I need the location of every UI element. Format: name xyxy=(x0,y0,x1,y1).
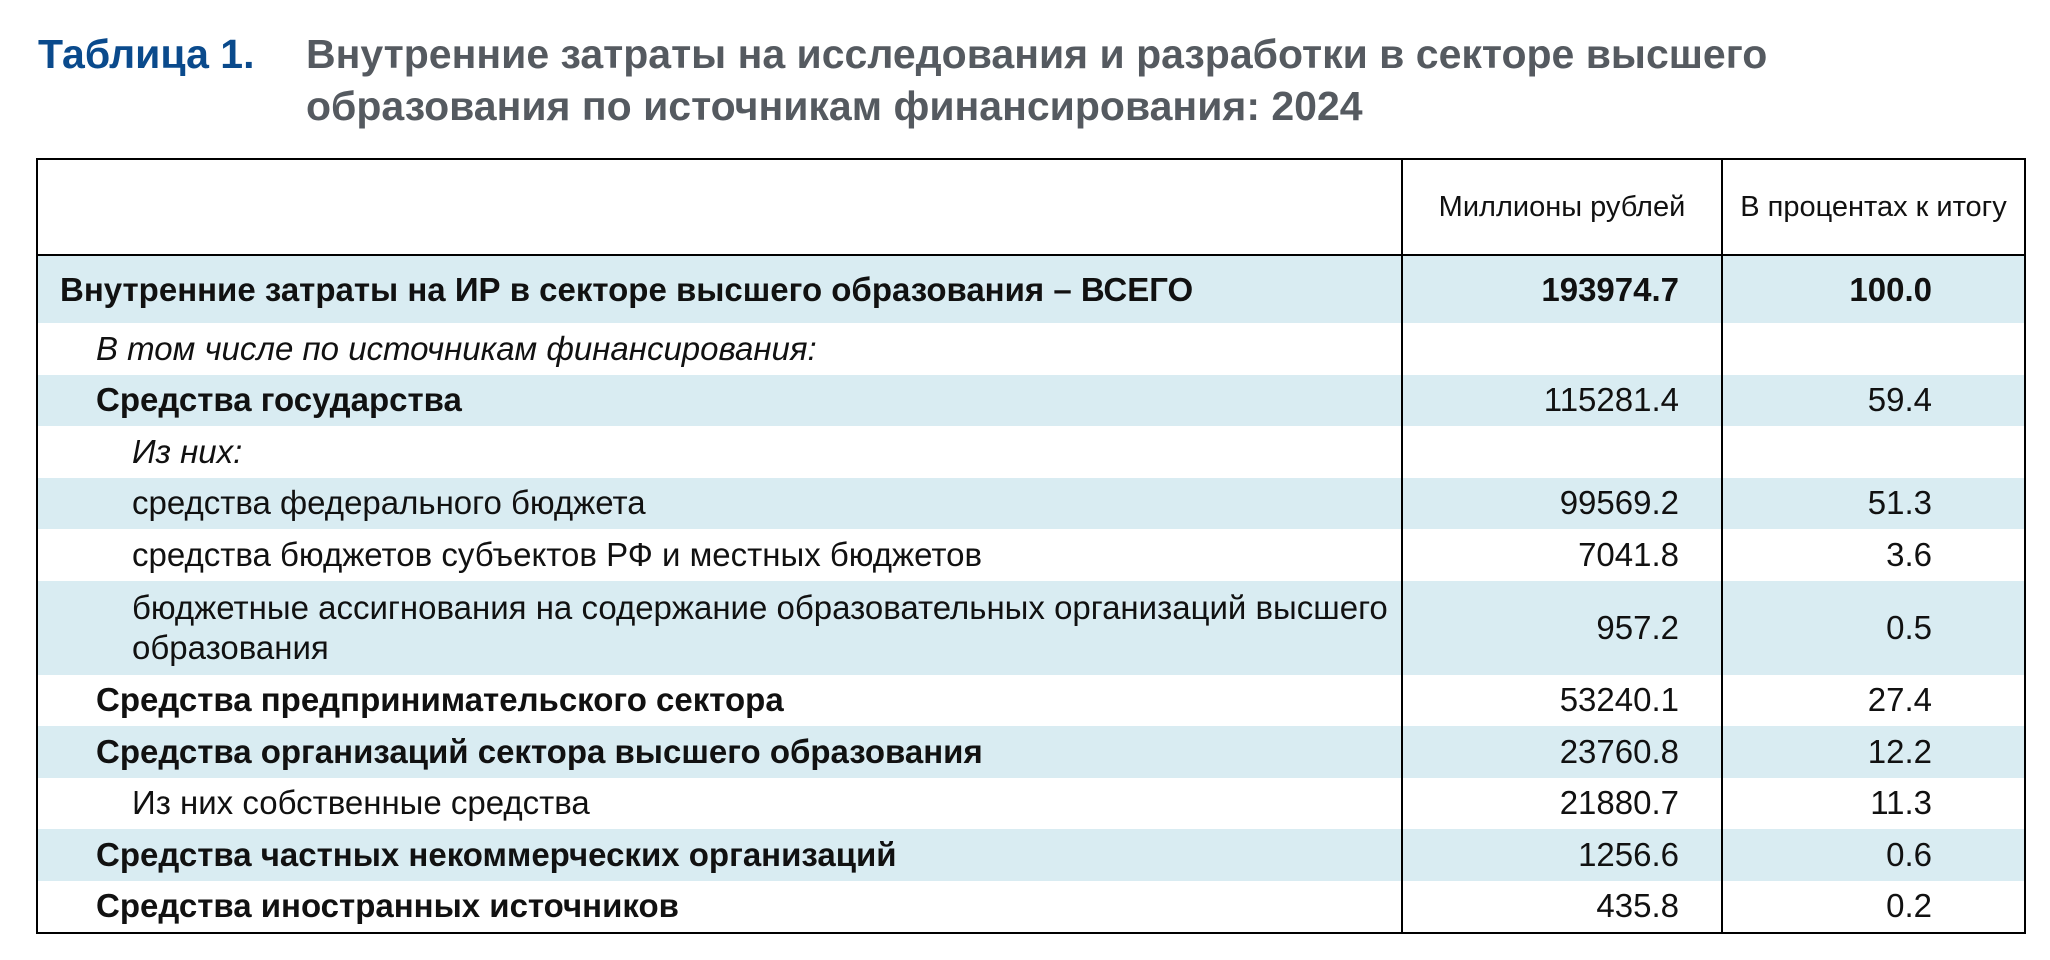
row-label: Из них собственные средства xyxy=(132,784,590,822)
table-row xyxy=(38,726,2024,778)
table-row xyxy=(38,881,2024,933)
table-row xyxy=(38,829,2024,881)
table-caption: Внутренние затраты на исследования и разработки в секторе высшего образования по источникам финансирования: 2024 xyxy=(306,31,1768,129)
row-value-mln: 193974.7 xyxy=(1402,255,1722,323)
row-value-pct: 51.3 xyxy=(1722,478,2024,530)
row-label: Средства организаций сектора высшего образования xyxy=(38,726,1402,778)
row-label: средства бюджетов субъектов РФ и местных бюджетов xyxy=(132,535,983,573)
row-value-mln: 7041.8 xyxy=(1402,529,1722,581)
table-row xyxy=(38,478,2024,530)
data-table xyxy=(36,158,2026,934)
table-row xyxy=(38,426,2024,478)
row-value-mln: 1256.6 xyxy=(1402,829,1722,881)
table-row xyxy=(38,375,2024,427)
row-label: Из них: xyxy=(132,432,243,470)
row-value-pct: 12.2 xyxy=(1722,726,2024,778)
row-value-mln: 21880.7 xyxy=(1402,778,1722,830)
row-value-mln: 53240.1 xyxy=(1402,675,1722,727)
row-label: В том числе по источникам финансирования: xyxy=(96,329,817,367)
row-label: бюджетные ассигнования на содержание образовательных организаций высшего образования xyxy=(38,581,1402,675)
row-value-mln xyxy=(1402,323,1722,375)
header-label-column xyxy=(38,160,1402,255)
row-value-mln: 435.8 xyxy=(1402,881,1722,933)
row-label: Внутренние затраты на ИР в секторе высшего образования – ВСЕГО xyxy=(38,255,1402,323)
table-number: Таблица 1. xyxy=(38,31,255,77)
row-value-mln: 23760.8 xyxy=(1402,726,1722,778)
table-title xyxy=(38,28,1906,132)
row-label: Средства иностранных источников xyxy=(96,887,679,925)
table-row-total xyxy=(38,255,2024,323)
row-label: средства федерального бюджета xyxy=(38,478,1402,530)
row-value-pct: 3.6 xyxy=(1722,529,2024,581)
table-row xyxy=(38,675,2024,727)
row-value-mln: 957.2 xyxy=(1402,581,1722,675)
row-value-mln xyxy=(1402,426,1722,478)
row-value-pct: 0.6 xyxy=(1722,829,2024,881)
header-percent-of-total: В процентах к итогу xyxy=(1722,160,2024,255)
row-label: Средства предпринимательского сектора xyxy=(96,681,784,719)
row-value-mln: 115281.4 xyxy=(1402,375,1722,427)
table-row xyxy=(38,529,2024,581)
row-label: Средства государства xyxy=(38,375,1402,427)
row-value-pct: 0.5 xyxy=(1722,581,2024,675)
table-row xyxy=(38,323,2024,375)
row-value-pct: 0.2 xyxy=(1722,881,2024,933)
row-value-pct: 27.4 xyxy=(1722,675,2024,727)
table-row xyxy=(38,778,2024,830)
row-label: Средства частных некоммерческих организаций xyxy=(38,829,1402,881)
row-value-pct xyxy=(1722,426,2024,478)
table-row xyxy=(38,581,2024,675)
row-value-mln: 99569.2 xyxy=(1402,478,1722,530)
row-value-pct: 100.0 xyxy=(1722,255,2024,323)
header-million-rubles: Миллионы рублей xyxy=(1402,160,1722,255)
row-value-pct: 11.3 xyxy=(1722,778,2024,830)
row-value-pct: 59.4 xyxy=(1722,375,2024,427)
header-row xyxy=(38,160,2024,255)
row-value-pct xyxy=(1722,323,2024,375)
